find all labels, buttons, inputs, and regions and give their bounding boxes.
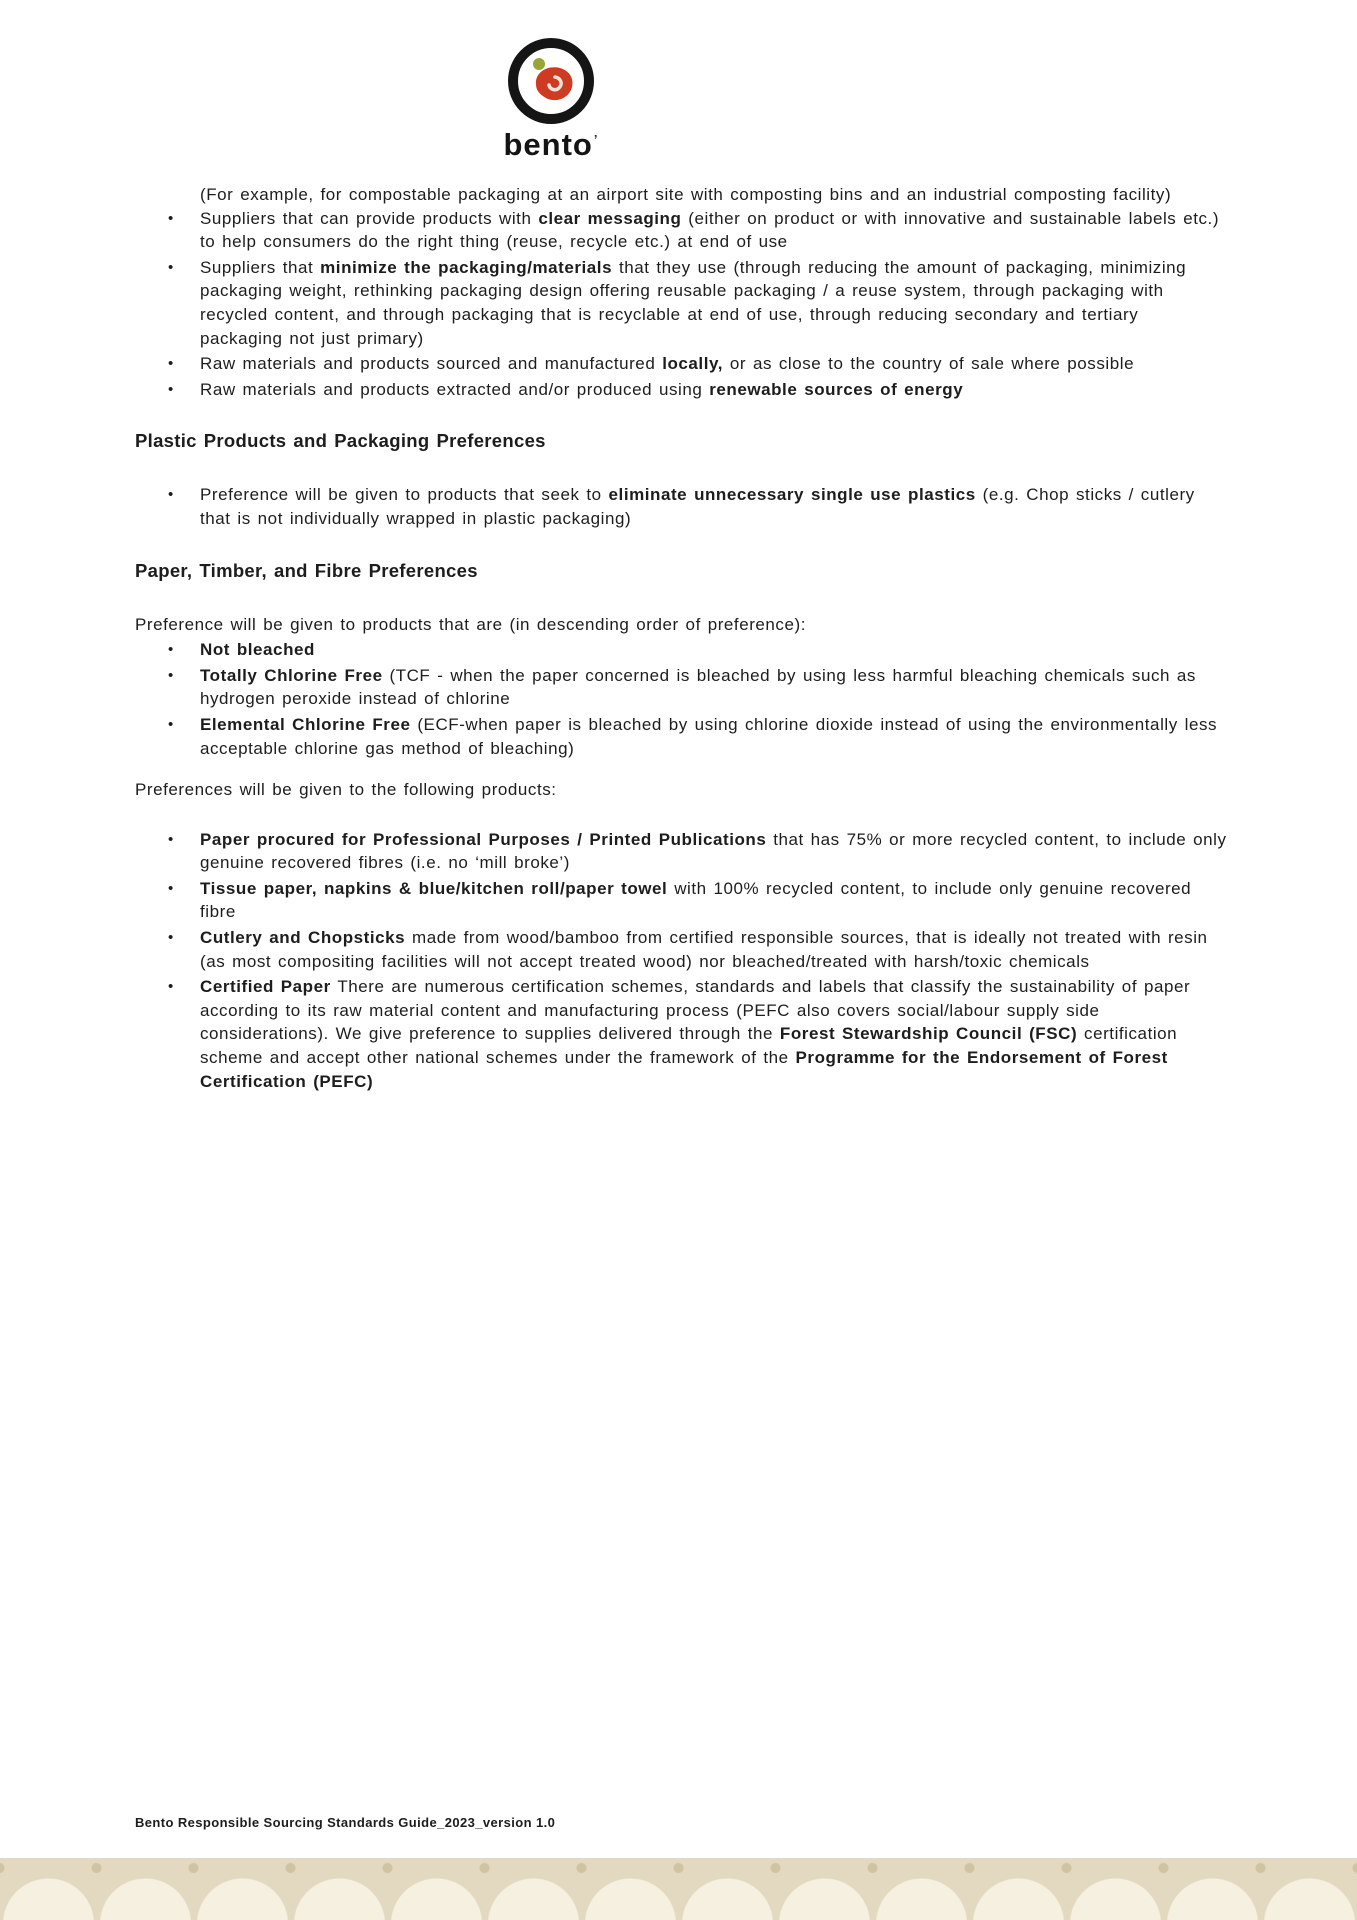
bold-text-run: minimize the packaging/materials: [320, 257, 613, 277]
bullet-text: [200, 638, 1227, 662]
bullet-text: [200, 926, 1227, 973]
bold-text-run: renewable sources of energy: [709, 379, 964, 399]
bullet-icon: •: [168, 978, 174, 996]
bullet-item: [135, 975, 1227, 1093]
bold-text-run: Not bleached: [200, 640, 315, 660]
document-content: [135, 183, 1227, 1095]
text-run: (ECF-when paper is bleached by using chlorine dioxide instead of using the environmentally less acceptable chlorine gas method of bleaching): [200, 714, 1218, 758]
bullet-icon: •: [168, 486, 174, 504]
bullet-item: [135, 828, 1227, 875]
text-run: Preferences will be given to the following products:: [135, 780, 557, 800]
text-run: (TCF - when the paper concerned is bleached by using less harmful bleaching chemicals such as hydrogen peroxide instead of chlorine: [200, 665, 1196, 709]
footer-document-reference: Bento Responsible Sourcing Standards Guide_2023_version 1.0: [135, 1815, 556, 1830]
text-run: (either on product or with innovative and sustainable labels etc.) to help consumers do the right thing (reuse, recycle etc.) at end of use: [200, 208, 1220, 252]
section-heading: Paper, Timber, and Fibre Preferences: [135, 559, 478, 581]
bold-text-run: Elemental Chlorine Free: [200, 714, 411, 734]
bold-text-run: Tissue paper, napkins & blue/kitchen roll/paper towel: [200, 878, 668, 898]
bold-text-run: Certified Paper: [200, 977, 331, 997]
bullet-item: [135, 713, 1227, 760]
bullet-item: [135, 378, 1227, 402]
bullet-text: [200, 483, 1227, 530]
text-run: Raw materials and products sourced and manufactured: [200, 354, 663, 374]
bullet-icon: •: [168, 380, 174, 398]
bullet-item: [135, 352, 1227, 376]
decorative-footer-border: [0, 1858, 1357, 1920]
text-run: (For example, for compostable packaging at an airport site with composting bins and an industrial composting facility): [200, 185, 1172, 204]
section-heading: Plastic Products and Packaging Preferences: [135, 430, 546, 452]
text-run: with 100% recycled content, to include only genuine recovered fibre: [200, 878, 1192, 922]
bullet-item: [135, 483, 1227, 530]
bullet-icon: •: [168, 929, 174, 947]
bullet-item: [135, 638, 1227, 662]
bold-text-run: Forest Stewardship Council (FSC): [779, 1024, 1078, 1044]
text-run: certification scheme and accept other national schemes under the framework of the: [200, 1024, 1178, 1068]
bullet-item: [135, 926, 1227, 973]
text-run: that has 75% or more recycled content, to include only genuine recovered fibres (i.e. no ‘mill broke’): [200, 829, 1227, 873]
bullet-text: [200, 352, 1227, 376]
bullet-icon: •: [168, 830, 174, 848]
bullet-text: [200, 877, 1227, 924]
bullet-icon: •: [168, 715, 174, 733]
text-run: There are numerous certification schemes, standards and labels that classify the sustainability of paper according to its raw material content and manufacturing process (PEFC also covers social/labour supply side considerations). We give preference to supplies delivered through the: [200, 977, 1191, 1044]
bullet-icon: •: [168, 258, 174, 276]
text-run: made from wood/bamboo from certified responsible sources, that is ideally not treated with resin (as most compositing facilities will not accept treated wood) nor bleached/treated with harsh/toxic chemicals: [200, 928, 1208, 971]
bullet-icon: •: [168, 666, 174, 684]
bold-text-run: eliminate unnecessary single use plastics: [608, 485, 976, 505]
bento-logo-icon: [503, 34, 599, 128]
text-run: Raw materials and products extracted and/or produced using: [200, 379, 710, 399]
paragraph: [200, 183, 1227, 207]
logo-trademark: ’: [593, 131, 599, 147]
bullet-item: [135, 256, 1227, 350]
bullet-text: [200, 207, 1227, 254]
bold-text-run: clear messaging: [538, 208, 682, 228]
text-run: Preference will be given to products that seek to: [200, 485, 609, 505]
text-run: that they use (through reducing the amount of packaging, minimizing packaging weight, rethinking packaging design offering reusable packaging / a reuse system, through packaging with recycled content, and through packaging that is recyclable at end of use, through reducing secondary and tertiary packaging not just primary): [200, 257, 1187, 348]
text-run: or as close to the country of sale where possible: [722, 354, 1135, 374]
logo: [471, 34, 631, 162]
text-run: Suppliers that can provide products with: [200, 208, 539, 228]
text-run: (e.g. Chop sticks / cutlery that is not individually wrapped in plastic packaging): [200, 485, 1195, 528]
paragraph: [135, 778, 1227, 802]
bullet-text: [200, 828, 1227, 875]
bullet-text: [200, 378, 1227, 402]
logo-wordmark: [471, 129, 631, 162]
bullet-text: [200, 256, 1227, 350]
bold-text-run: Paper procured for Professional Purposes / Printed Publications: [200, 829, 767, 849]
bullet-text: [200, 975, 1227, 1093]
bullet-icon: •: [168, 879, 174, 897]
logo-brand-text: bento: [503, 127, 593, 162]
bullet-icon: •: [168, 355, 174, 373]
bold-text-run: Totally Chlorine Free: [200, 665, 383, 685]
bold-text-run: Cutlery and Chopsticks: [200, 928, 406, 948]
bullet-item: [135, 664, 1227, 711]
text-run: Suppliers that: [200, 257, 321, 277]
bullet-icon: •: [168, 641, 174, 659]
bullet-text: [200, 713, 1227, 760]
bullet-icon: •: [168, 209, 174, 227]
text-run: Preference will be given to products that are (in descending order of preference):: [135, 614, 806, 634]
bold-text-run: Programme for the Endorsement of Forest Certification (PEFC): [200, 1048, 1168, 1091]
bullet-item: [135, 207, 1227, 254]
bullet-text: [200, 664, 1227, 711]
bullet-item: [135, 877, 1227, 924]
bold-text-run: locally,: [662, 354, 723, 374]
paragraph: [135, 613, 1227, 637]
